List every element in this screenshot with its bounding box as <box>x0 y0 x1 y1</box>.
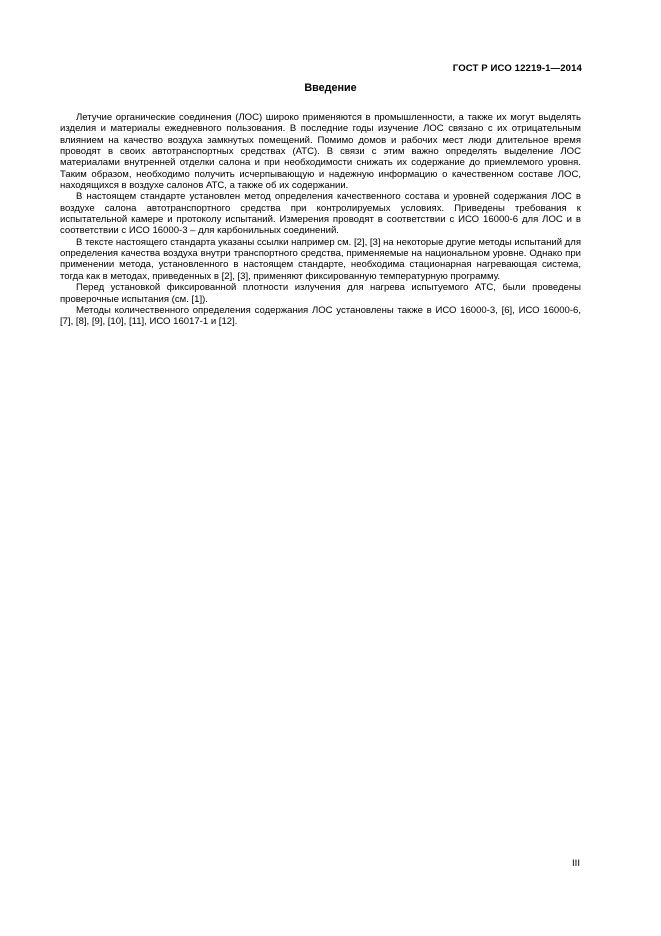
section-title: Введение <box>304 82 357 94</box>
standard-designation: ГОСТ Р ИСО 12219-1—2014 <box>452 63 582 74</box>
paragraph: Методы количественного определения содержания ЛОС установлены также в ИСО 16000-3, [6], ИСО 16000-6, [7], [8], [9], [10], [11], ИСО 16017-1 и [12]. <box>60 304 581 328</box>
paragraph: Летучие органические соединения (ЛОС) широко применяются в промышленности, а также их могут выделять изделия и материалы ежедневного пользования. В последние годы изучение ЛОС связано с их отрицательным влиянием на качество воздуха замкнутых помещений. Помимо домов и рабочих мест люди длительное время проводят в своих автотранспортных средствах (АТС). В связи с этим важно определять выделение ЛОС материалами внутренней отделки салона и при необходимости снижать их содержание до приемлемого уровня. Таким образом, необходимо получить исчерпывающую и надежную информацию о качественном составе ЛОС, находящихся в воздухе салонов АТС, а также об их содержании. <box>60 112 581 192</box>
page-number: III <box>572 858 580 869</box>
paragraph: В тексте настоящего стандарта указаны ссылки например см. [2], [3] на некоторые другие методы испытаний для определения качества воздуха внутри транспортного средства, применяемые на национальном уровне. Однако при применении метода, установленного в настоящем стандарте, необходима стационарная нагревающая система, тогда как в методах, приведенных в [2], [3], применяют фиксированную температурную программу. <box>60 236 581 282</box>
paragraph: Перед установкой фиксированной плотности излучения для нагрева испытуемого АТС, были проведены проверочные испытания (см. [1]). <box>60 282 581 305</box>
introduction-text <box>60 112 581 328</box>
paragraph: В настоящем стандарте установлен метод определения качественного состава и уровней содержания ЛОС в воздухе салона автотранспортного средства при контролируемых условиях. Приведены требования к испытательной камере и протоколу испытаний. Измерения проводят в соответствии с ИСО 16000-6 для ЛОС и в соответствии с ИСО 16000-3 – для карбонильных соединений. <box>60 191 581 237</box>
